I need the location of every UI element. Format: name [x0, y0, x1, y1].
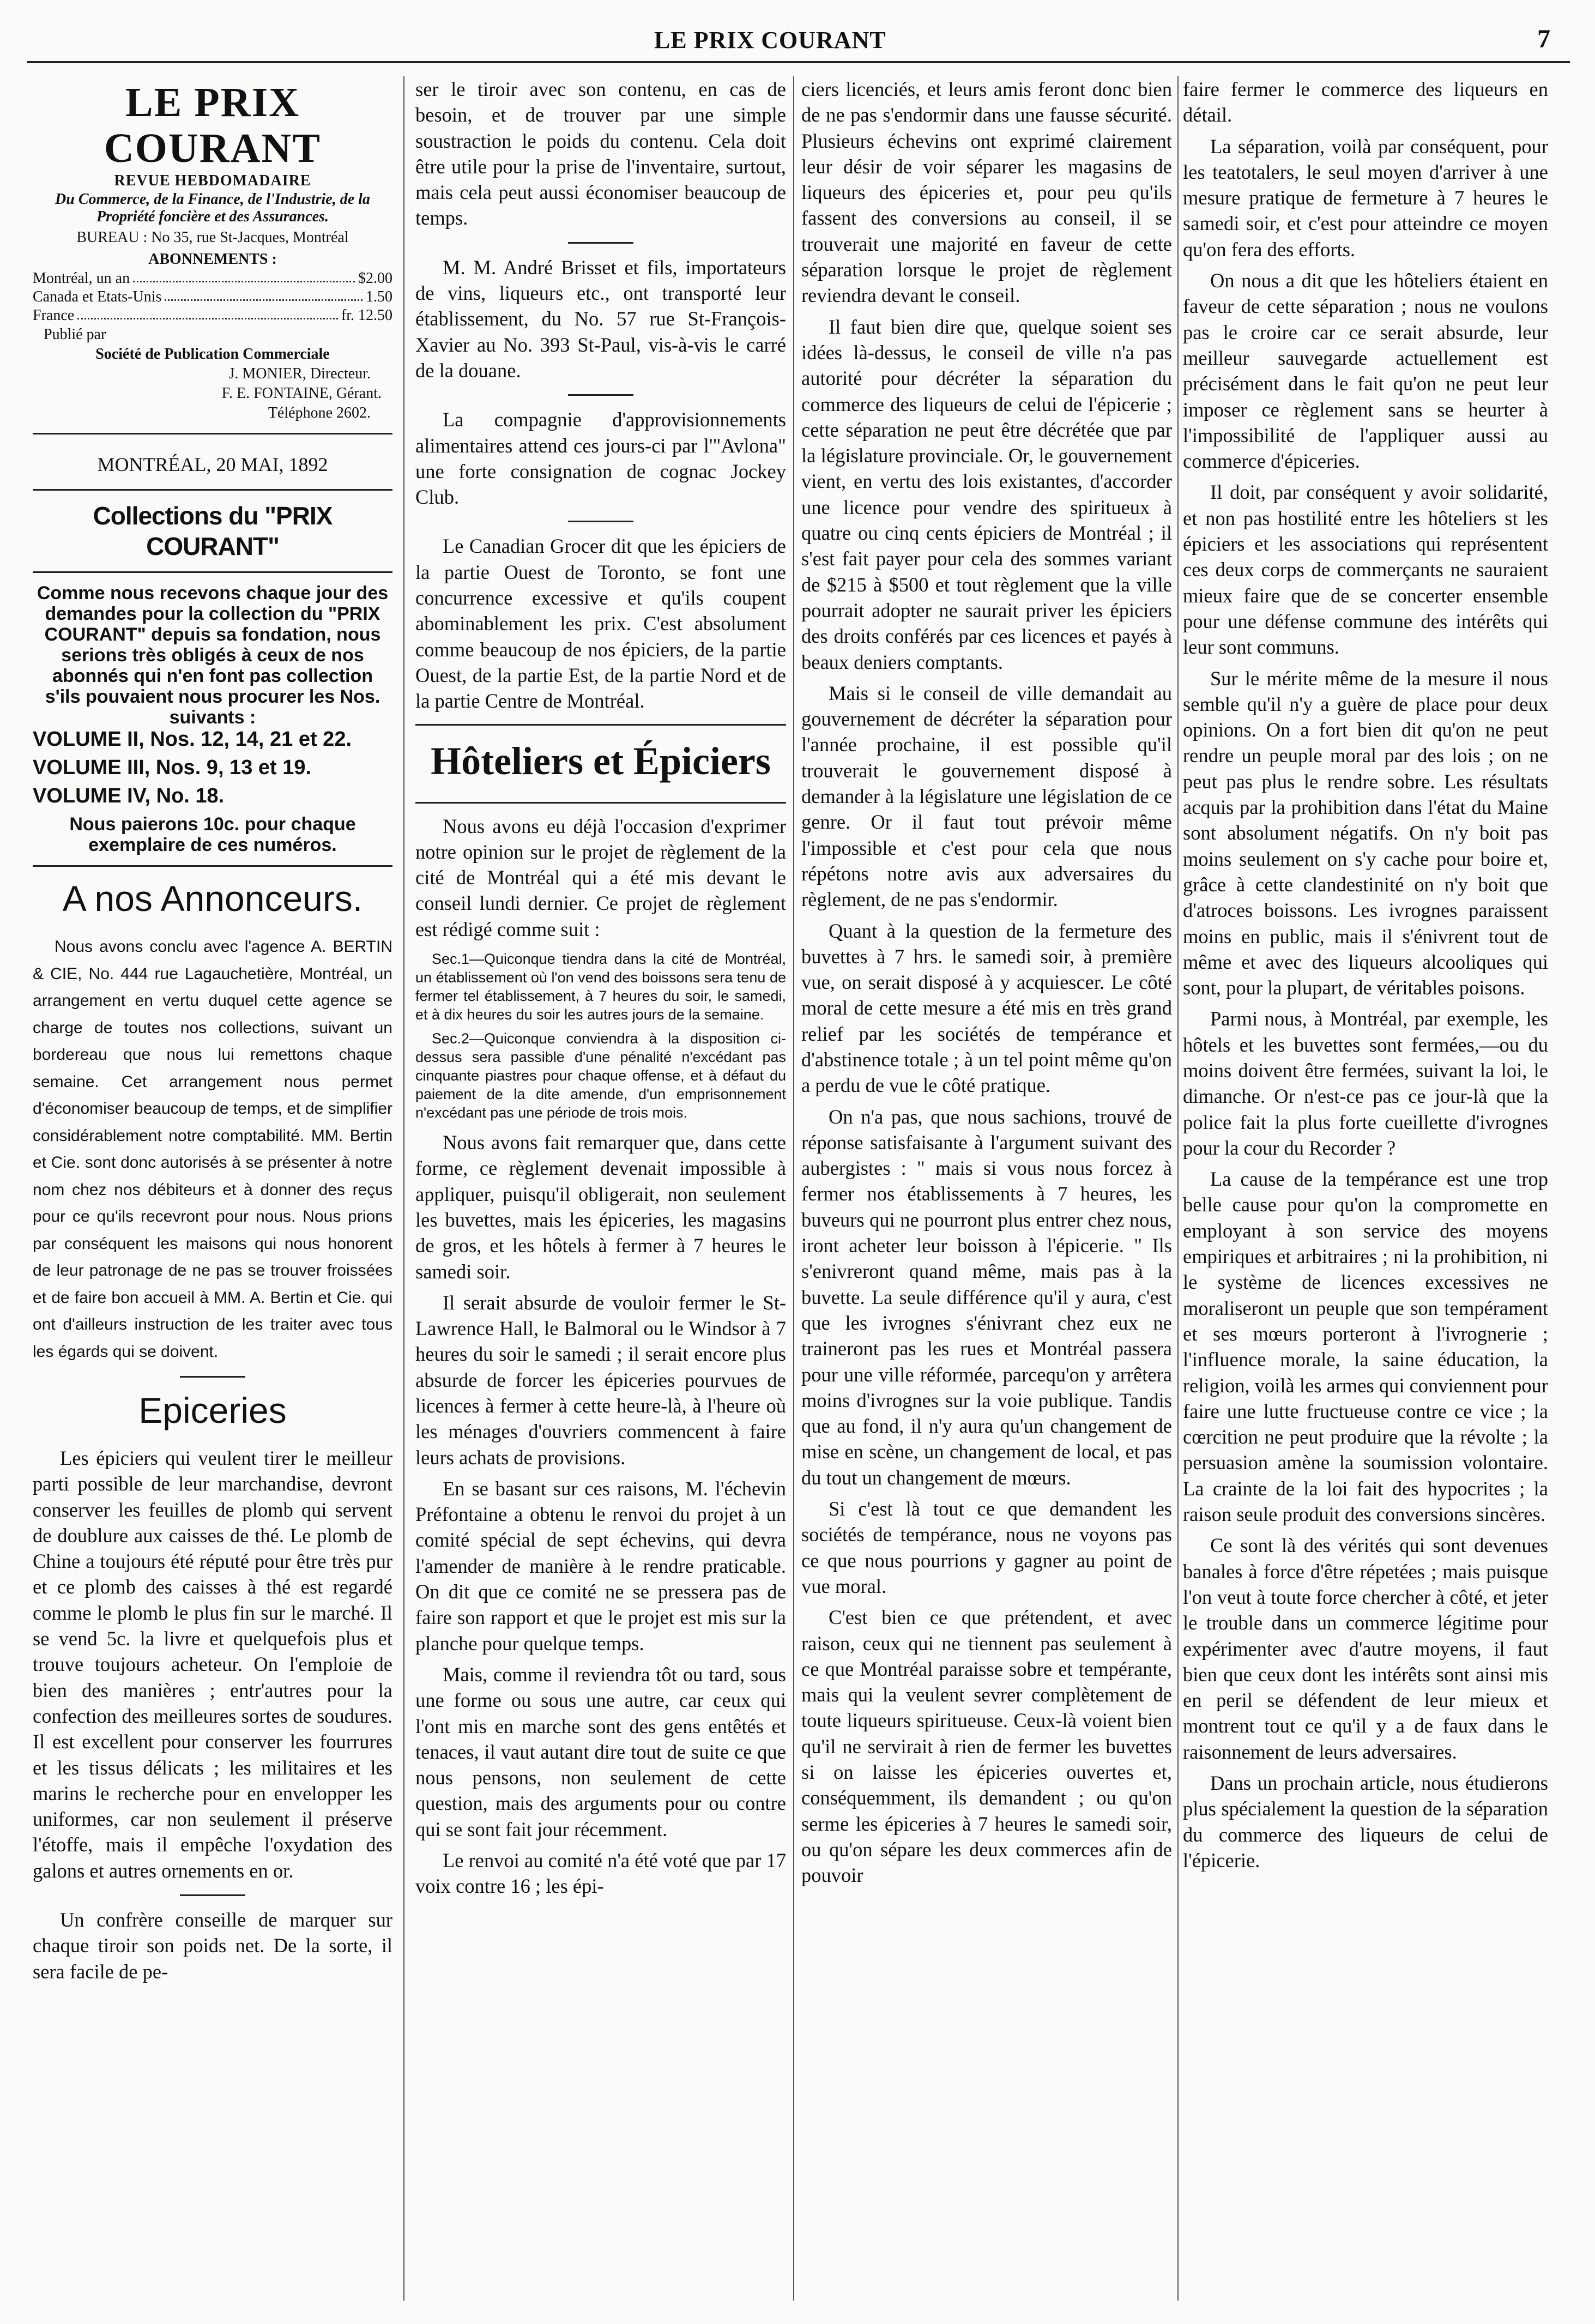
paragraph: On n'a pas, que nous sachions, trouvé de réponse satisfaisante à l'argument suivant des aubergistes : " mais si vous nous forcez à fermer nos établissements à 7 heures, les buveurs qui ne pourront plus entrer chez nous, iront acheter leur boisson à l'épicerie. " Ils s'enivreront quand même, mais pas à la buvette. La seule différence qu'il y aura, c'est que les ivrognes s'énivrant chez eux ne traineront pas les rues et Montréal passera pour une ville réformée, parcequ'on y arrêtera moins d'ivrognes sur la voie publique. Tandis que au fond, il n'y aura qu'un changement de mise en scène, un changement de local, et pas du tout un changement de mœurs. — [801, 1105, 1172, 1489]
paragraph: Mais si le conseil de ville demandait au gouvernement de décréter la séparation pour l'année prochaine, il est possible qu'il trouverait le gouvernement disposé à demander à la législature une législation de ce genre. Or il faut tout prévoir même l'impossible et c'est pour cela que nous répétons notre avis aux adversaires du règlement, de ne pas s'endormir. — [801, 681, 1172, 911]
running-head: LE PRIX COURANT — [654, 27, 886, 53]
divider — [180, 1376, 245, 1378]
bylaw-text — [415, 950, 786, 1122]
divider — [180, 1894, 245, 1896]
page-header — [0, 0, 1595, 71]
paragraph: M. M. André Brisset et fils, importateurs de vins, liqueurs etc., ont transporté leur établissement, du No. 57 rue St-François-Xavier au No. 393 St-Paul, vis-à-vis le carré de la douane. — [415, 256, 786, 382]
dot-leader — [77, 306, 338, 319]
paragraph: Sur le mérite même de la mesure il nous semble qu'il n'y a guère de place pour deux opinions. On a fort bien dit qu'on ne peut rendre un peuple moral par des lois ; on ne peut pas plus le rendre sobre. Les résultats acquis par la prohibition dans l'état du Maine sont absolument négatifs. On n'y boit pas moins seulement on s'y cache pour boire et, grâce à cette clandestinité on n'y boit que d'atroces boissons. Les ivrognes paraissent moins en public, mais il s'énivrent tout de même et avec des liqueurs alcooliques qui sont, pour la plupart, de véritables poisons. — [1183, 667, 1548, 999]
subscription-row — [33, 288, 392, 306]
paragraph: On nous a dit que les hôteliers étaient en faveur de cette séparation ; nous ne voulons pas le croire car ce serait absurde, leur meilleur sauvegarde actuellement est précisément dans le fait qu'on ne peut leur imposer ce règlement sans se heurter à l'impossibilité de l'appliquer aussi au commerce d'épiceries. — [1183, 269, 1548, 473]
paragraph: Nous avons eu déjà l'occasion d'exprimer notre opinion sur le projet de règlement de la cité de Montréal qui a été mis devant le conseil lundi dernier. Ce projet de règlement est rédigé comme suit : — [415, 814, 786, 940]
subscription-place: Montréal, un an — [33, 270, 130, 287]
subscription-price: fr. 12.50 — [341, 307, 392, 324]
manager: F. E. FONTAINE, Gérant. — [221, 385, 382, 402]
dot-leader — [165, 288, 362, 301]
divider — [415, 802, 786, 804]
divider — [33, 489, 392, 491]
page-number: 7 — [1537, 25, 1550, 53]
paragraph: Le renvoi au comité n'a été voté que par 17 voix contre 16 ; les épi- — [415, 1849, 786, 1898]
annonceurs-text: Nous avons conclu avec l'agence A. BERTIN & CIE, No. 444 rue Lagauchetière, Montréal, un arrangement en vertu duquel cette agence se charge de toutes nos collections, suivant un bordereau que nous lui remettons chaque semaine. Cet arrangement nous permet d'économiser beaucoup de temps, et de simplifier considérablement notre comptabilité. MM. Bertin et Cie. sont donc autorisés à se présenter à notre nom chez nos débiteurs et à donner des reçus pour ce qu'ils recevront pour nous. Nous prions par conséquent les maisons qui nous honorent de leur patronage de ne pas se trouver froissées et de faire bon accueil à MM. A. Bertin et Cie. qui ont d'ailleurs instruction de les traiter avec tous les égards qui se doivent. — [33, 938, 392, 1361]
divider — [33, 433, 392, 434]
paragraph: Ce sont là des vérités qui sont devenues banales à force d'être répetées ; mais puisque l'on veut à toute force chercher à côté, et jeter le trouble dans un commerce légitime pour expérimenter avec d'autre moyens, il faut bien que ceux dont les intérêts sont ainsi mis en peril se défendent de leur mieux et montrent tout ce qu'il y a de faux dans le raisonnement de leurs adversaires. — [1183, 1534, 1548, 1763]
column-2 — [415, 76, 786, 2301]
paragraph: Il faut bien dire que, quelque soient ses idées là-dessus, le conseil de ville n'a pas autorité pour décréter la séparation du commerce des liqueurs de celui de l'épicerie ; cette séparation ne peut être décrétée que par la législature provinciale. Or, le gouvernement vient, en vertu des lois existantes, d'accorder une licence pour vendre des spiritueux à quatre ou cinq cents épiciers de Montréal ; il s'est fait payer pour cela des sommes variant de $215 à $500 et tout règlement que la ville pourrait adopter ne saurait priver les épiciers des droits conférés par ces licences et payés à beaux deniers comptants. — [801, 315, 1172, 673]
masthead-subtitle: REVUE HEBDOMADAIRE — [114, 172, 311, 189]
subscription-place: Canada et Etats-Unis — [33, 288, 162, 305]
column-divider — [793, 76, 794, 2301]
paragraph: La compagnie d'approvisionnements alimentaires attend ces jours-ci par l'"Avlona" une forte consignation de cognac Jockey Club. — [415, 408, 786, 509]
divider — [568, 242, 633, 244]
collections-notice — [33, 583, 392, 728]
header-rule — [27, 61, 1570, 63]
paragraph: La séparation, voilà par conséquent, pour les teatotalers, le seul moyen d'arriver à une mesure pratique de fermeture à 7 heures le samedi soir, et c'est pour atteindre ce moyen qu'on fera des efforts. — [1183, 135, 1548, 261]
epiceries-paragraph: Les épiciers qui veulent tirer le meilleur parti possible de leur marchandise, devront conserver les feuilles de plomb qui servent de doublure aux caisses de thé. Le plomb de Chine a toujours été réputé pour être très pur et ce plomb des caisses à thé est regardé comme le plomb le plus fin sur le marché. Il se vend 5c. la livre et quelquefois plus et trouve toujours acheteur. On l'emploie de bien des manières ; entr'autres pour la confection des meilleures sortes de soudures. Il est excellent pour conserver les fourrures et les tissus délicats ; les militaires et les marins le recherche pour en envelopper les uniformes, car non seulement il préserve l'étoffe, mais il empêche l'oxydation des galons et autres ornements en or. — [33, 1447, 392, 1882]
column-1 — [33, 76, 392, 2301]
column-divider — [403, 76, 404, 2301]
subscription-price: 1.50 — [366, 288, 392, 305]
paragraph: faire fermer le commerce des liqueurs en détail. — [1183, 78, 1548, 126]
bylaw-section-1: Sec.1—Quiconque tiendra dans la cité de Montréal, un établissement où l'on vend des boissons sera tenu de fermer tel établissement, à 7 heures du soir, le samedi, et à dix heures du soir les autres jours de la semaine. — [415, 951, 786, 1023]
director: J. MONIER, Directeur. — [228, 365, 371, 382]
paragraph: Nous avons fait remarquer que, dans cette forme, ce règlement devenait impossible à appliquer, puisqu'il obligerait, non seulement les buvettes, mais les épiceries, les magasins de gros, et les hôtels à fermer à 7 heures le samedi soir. — [415, 1131, 786, 1283]
subscriptions-label: ABONNEMENTS : — [148, 251, 277, 268]
paragraph: Dans un prochain article, nous étudierons plus spécialement la question de la séparation du commerce des liqueurs de celui de l'épicerie. — [1183, 1772, 1548, 1872]
paragraph: Le Canadian Grocer dit que les épiciers de la partie Ouest de Toronto, se font une concurrence excessive et qu'ils coupent abominablement les prix. C'est absolument comme beaucoup de nos épiciers, de la partie Ouest, de la partie Est, de la partie Nord et de la partie Centre de Montréal. — [415, 535, 786, 713]
bylaw-section-2: Sec.2—Quiconque conviendra à la disposition ci-dessus sera passible d'une pénalité n'excédant pas cinquante piastres pour chaque offense, et à défaut du paiement de la dite amende, d'un emprisonnement n'excédant pas une période de trois mois. — [415, 1030, 786, 1121]
masthead-bureau: BUREAU : No 35, rue St-Jacques, Montréal — [76, 229, 349, 246]
paragraph: Mais, comme il reviendra tôt ou tard, sous une forme ou sous une autre, car ceux qui l'ont mis en marche sont des gens entêtés et tenaces, il vaut autant dire tout de suite ce que nous pensons, non seulement de cette question, mais des arguments pour ou contre qui se sont fait jour récemment. — [415, 1663, 786, 1840]
column-divider — [1177, 76, 1179, 2301]
annonceurs-body — [33, 933, 392, 1365]
paragraph: ser le tiroir avec son contenu, en cas de besoin, et de trouver par une simple soustraction le poids du contenu. Cela doit être utile pour la prise de l'inventaire, surtout, mais cela peut aussi économiser beaucoup de temps. — [415, 78, 786, 230]
divider — [33, 571, 392, 573]
masthead-description: Du Commerce, de la Finance, de l'Industrie, de la Propriété foncière et des Assurances. — [55, 191, 370, 225]
subscription-price: $2.00 — [358, 270, 392, 287]
subscription-place: France — [33, 307, 75, 324]
column-4 — [1183, 76, 1548, 2301]
collections-title: Collections du "PRIX COURANT" — [93, 502, 333, 560]
paragraph: Il serait absurde de vouloir fermer le St-Lawrence Hall, le Balmoral ou le Windsor à 7 heures du soir le samedi ; il serait encore plus absurde de forcer les épiceries pourvues de licences à fermer à cette heure-là, à l'heure où les ménages d'ouvriers commencent à faire leurs achats de provisions. — [415, 1291, 786, 1469]
volume-2: VOLUME II, Nos. 12, 14, 21 et 22. — [33, 728, 352, 751]
paragraph: Parmi nous, à Montréal, par exemple, les hôtels et les buvettes sont fermées,—ou du moins doivent être fermées, suivant la loi, le dimanche. Or n'est-ce pas ce jour-là que la police fait la plus forte cueillette d'ivrognes pour la cour du Recorder ? — [1183, 1007, 1548, 1159]
subscription-row — [33, 306, 392, 325]
publisher-name: Société de Publication Commerciale — [95, 346, 330, 363]
volume-3: VOLUME III, Nos. 9, 13 et 19. — [33, 756, 312, 779]
paragraph: C'est bien ce que prétendent, et avec raison, ceux qui ne tiennent pas seulement à ce que Montréal paraisse sobre et tempérante, mais qui la veulent sevrer complètement de toute liqueurs spiritueuse. Ceux-là voient bien qu'il ne servirait à rien de fermer les buvettes si on laisse les épiceries ouvertes et, conséquemment, ils demandent ; ou qu'on serme les épiceries à 7 heures le samedi soir, ou qu'on sépare les deux commerces afin de pouvoir — [801, 1606, 1172, 1887]
paragraph: ciers licenciés, et leurs amis feront donc bien de ne pas s'endormir dans une fausse sécurité. Plusieurs échevins ont exprimé clairement leur désir de voir séparer les magasins de liqueurs des épiceries et, pour peu qu'ils fassent des conversions au conseil, il se trouverait une majorité en faveur de cette séparation lorsque le projet de règlement reviendra devant le conseil. — [801, 78, 1172, 307]
divider — [568, 394, 633, 396]
paragraph: Quant à la question de la fermeture des buvettes à 7 hrs. le samedi soir, à première vue, on serait disposé à y acquiescer. Le côté moral de cette mesure a été mis en très grand relief par les sociétés de tempérance et d'abstinence totale ; à un tel point même qu'on a perdu de vue le côté pratique. — [801, 919, 1172, 1097]
masthead-title: LE PRIX COURANT — [104, 80, 322, 171]
published-by: Publié par — [44, 326, 106, 343]
volume-4: VOLUME IV, No. 18. — [33, 784, 225, 807]
telephone: Téléphone 2602. — [268, 405, 371, 421]
annonceurs-title: A nos Annonceurs. — [62, 878, 363, 919]
epiceries-title: Epiceries — [138, 1390, 287, 1430]
issue-date: MONTRÉAL, 20 MAI, 1892 — [97, 454, 328, 475]
paragraph: Si c'est là tout ce que demandent les sociétés de tempérance, nous ne voyons pas ce que nous pourrions y gagner au point de vue moral. — [801, 1498, 1172, 1597]
paragraph: La cause de la tempérance est une trop belle cause pour qu'on la compromette en employant à son service des moyens empiriques et arbitraires ; ni la prohibition, ni le système de licences excessives ne moraliseront un peuple que son tempérament et ses mœurs porteront à l'ivrognerie ; l'influence morale, la saine éducation, la religion, voilà les armes qui conviennent pour faire une lutte fructueuse contre ce vice ; la cœrcition ne peut produire que la révolte ; la persuasion amène la soumission volontaire. La crainte de la loi fait des hypocrites ; la raison seule produit des conversions sincères. — [1183, 1168, 1548, 1526]
collections-text: Comme nous recevons chaque jour des demandes pour la collection du "PRIX COURANT" depuis sa fondation, nous serions très obligés à ceux de nos abonnés qui n'en font pas collection s'ils pouvaient nous procurer les Nos. suivants : — [37, 583, 389, 728]
divider — [415, 724, 786, 726]
article-title: Hôteliers et Épiciers — [431, 739, 771, 783]
column-3 — [801, 76, 1172, 2301]
dot-leader — [133, 269, 355, 282]
epiceries-paragraph: Un confrère conseille de marquer sur chaque tiroir son poids net. De la sorte, il sera facile de pe- — [33, 1909, 392, 1983]
payment-text: Nous paierons 10c. pour chaque exemplaire de ces numéros. — [69, 814, 356, 855]
collections-payment — [33, 814, 392, 855]
subscription-row — [33, 269, 392, 288]
paragraph: Il doit, par conséquent y avoir solidarité, et non pas hostilité entre les hôteliers st les épiciers et les associations qui représentent ces deux corps de commerçants ne sauraient mieux faire que de se concerter ensemble pour une défense commune des intérêts qui leur sont communs. — [1183, 481, 1548, 659]
divider — [33, 865, 392, 867]
divider — [568, 521, 633, 522]
paragraph: En se basant sur ces raisons, M. l'échevin Préfontaine a obtenu le renvoi du projet à un comité spécial de sept échevins, qui devra l'amender de manière à le rendre praticable. On dit que ce comité ne se pressera pas de faire son rapport et que le projet est mis sur la planche pour quelque temps. — [415, 1477, 786, 1655]
